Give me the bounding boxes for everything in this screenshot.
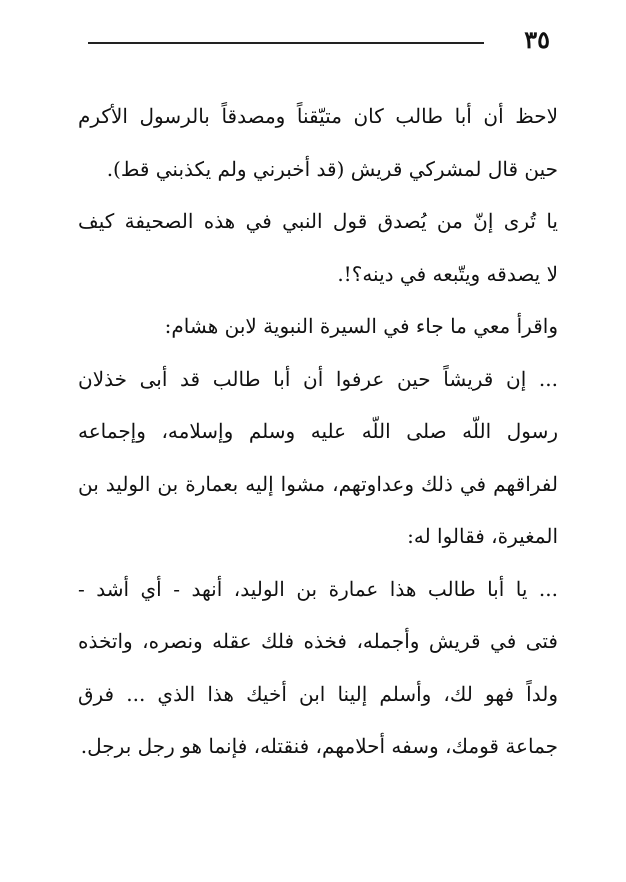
text-line: ... إن قريشاً حين عرفوا أن أبا طالب قد أبى خذلان (78, 366, 558, 391)
text-line: جماعة قومك، وسفه أحلامهم، فنقتله، فإنما هو رجل برجل. (80, 734, 558, 758)
text-line: ... يا أبا طالب هذا عمارة بن الوليد، أنهد - أي أشد - (78, 576, 558, 601)
text-line: ولداً فهو لك، وأسلم إلينا ابن أخيك هذا الذي ... فرق (78, 681, 558, 706)
page-body (78, 90, 558, 773)
text-line: لفراقهم في ذلك وعداوتهم، مشوا إليه بعمارة بن الوليد بن (78, 471, 558, 496)
text-line: لا يصدقه ويتّبعه في دينه؟!. (337, 261, 558, 286)
text-line: رسول اللّه صلى اللّه عليه وسلم وإسلامه، وإجماعه (78, 419, 559, 443)
text-line: واقرأ معي ما جاء في السيرة النبوية لابن هشام: (164, 314, 558, 338)
text-line: حين قال لمشركي قريش (قد أخبرني ولم يكذبني قط). (106, 156, 558, 181)
text-line: لاحظ أن أبا طالب كان متيّقناً ومصدقاً بالرسول الأكرم (78, 104, 558, 128)
page-number: ٣٥ (524, 25, 550, 54)
text-line: يا تُرى إنّ من يُصدق قول النبي في هذه الصحيفة كيف (78, 209, 558, 233)
text-line: فتى في قريش وأجمله، فخذه فلك عقله ونصره، واتخذه (78, 629, 558, 653)
page-header (88, 22, 550, 58)
header-rule (88, 42, 484, 44)
text-line: المغيرة، فقالوا له: (407, 524, 558, 548)
